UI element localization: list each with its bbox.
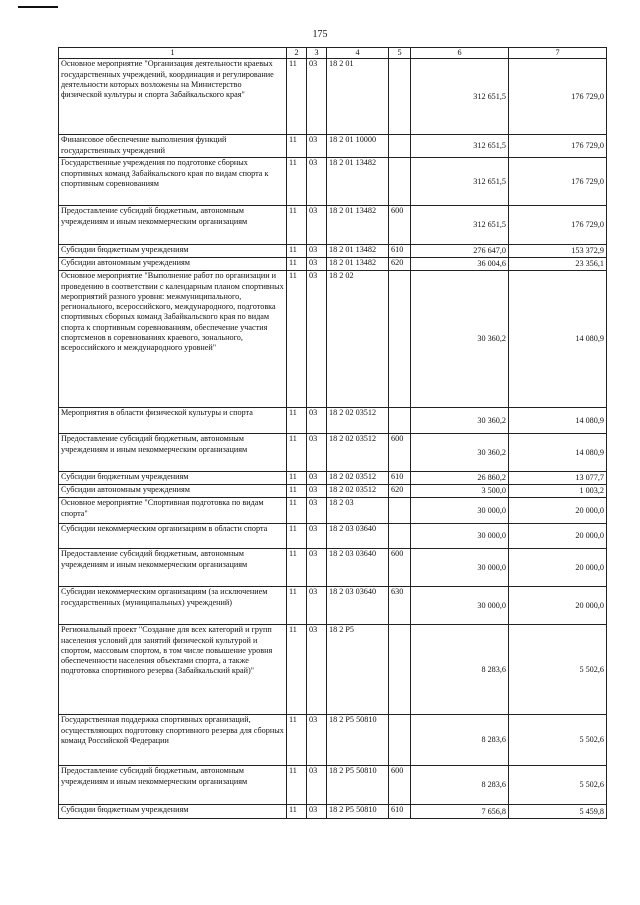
top-rule [18,6,58,8]
row-section: 11 [287,59,307,135]
table-row [59,135,607,158]
row-amount-col7: 14 080,9 [509,271,607,408]
row-name: Мероприятия в области физической культуры и спорта [59,408,287,434]
table-row [59,408,607,434]
row-target-article: 18 2 P5 [327,625,389,715]
row-subsection: 03 [307,271,327,408]
row-amount-col6: 30 360,2 [411,271,509,408]
row-expense-type [389,498,411,524]
row-section: 11 [287,498,307,524]
row-expense-type [389,524,411,549]
row-target-article: 18 2 01 13482 [327,258,389,271]
row-target-article: 18 2 01 13482 [327,245,389,258]
row-subsection: 03 [307,472,327,485]
row-section: 11 [287,158,307,206]
row-section: 11 [287,472,307,485]
row-name: Субсидии бюджетным учреждениям [59,472,287,485]
row-target-article: 18 2 02 03512 [327,472,389,485]
row-target-article: 18 2 P5 50810 [327,715,389,766]
column-header: 3 [307,48,327,59]
row-amount-col6: 30 000,0 [411,498,509,524]
row-subsection: 03 [307,485,327,498]
row-name: Предоставление субсидий бюджетным, автономным учреждениям и иным некоммерческим организациям [59,206,287,245]
row-section: 11 [287,271,307,408]
row-target-article: 18 2 02 03512 [327,408,389,434]
row-amount-col6: 26 860,2 [411,472,509,485]
row-name: Финансовое обеспечение выполнения функций государственных учреждений [59,135,287,158]
row-amount-col6: 30 360,2 [411,408,509,434]
row-amount-col6: 312 651,5 [411,158,509,206]
row-section: 11 [287,587,307,625]
column-header: 1 [59,48,287,59]
row-name: Региональный проект "Создание для всех категорий и групп населения условий для занятий физической культурой и спортом, массовым спортом, в том числе повышение уровня обеспеченности населения объектами спорта, а также подготовка спортивного резерва (Забайкальский край)" [59,625,287,715]
row-amount-col6: 3 500,0 [411,485,509,498]
row-name: Субсидии бюджетным учреждениям [59,805,287,819]
row-section: 11 [287,625,307,715]
row-amount-col6: 36 004,6 [411,258,509,271]
row-amount-col7: 153 372,9 [509,245,607,258]
row-amount-col6: 8 283,6 [411,715,509,766]
row-amount-col6: 30 360,2 [411,434,509,472]
row-amount-col7: 176 729,0 [509,158,607,206]
row-amount-col7: 176 729,0 [509,206,607,245]
row-amount-col7: 5 459,8 [509,805,607,819]
row-expense-type [389,135,411,158]
row-amount-col6: 312 651,5 [411,59,509,135]
row-expense-type [389,59,411,135]
row-expense-type [389,271,411,408]
row-amount-col6: 30 000,0 [411,587,509,625]
table-row [59,805,607,819]
row-subsection: 03 [307,498,327,524]
table-row [59,524,607,549]
table-row [59,766,607,805]
row-section: 11 [287,485,307,498]
row-amount-col7: 13 077,7 [509,472,607,485]
row-subsection: 03 [307,805,327,819]
row-amount-col7: 5 502,6 [509,715,607,766]
row-amount-col7: 176 729,0 [509,135,607,158]
row-subsection: 03 [307,549,327,587]
row-subsection: 03 [307,158,327,206]
row-amount-col6: 30 000,0 [411,549,509,587]
row-name: Основное мероприятие "Организация деятельности краевых государственных учреждений, координация и регулирование деятельности которых возложены на Министерство физической культуры и спорта Забайкальского края" [59,59,287,135]
header-row [59,48,607,59]
row-target-article: 18 2 02 [327,271,389,408]
row-amount-col7: 176 729,0 [509,59,607,135]
row-section: 11 [287,434,307,472]
table-row [59,715,607,766]
row-name: Субсидии автономным учреждениям [59,258,287,271]
row-amount-col7: 5 502,6 [509,766,607,805]
row-target-article: 18 2 02 03512 [327,434,389,472]
row-subsection: 03 [307,59,327,135]
table-row [59,587,607,625]
row-target-article: 18 2 P5 50810 [327,766,389,805]
row-target-article: 18 2 01 13482 [327,206,389,245]
row-section: 11 [287,408,307,434]
column-header: 4 [327,48,389,59]
row-section: 11 [287,524,307,549]
row-target-article: 18 2 02 03512 [327,485,389,498]
row-amount-col7: 14 080,9 [509,408,607,434]
row-target-article: 18 2 P5 50810 [327,805,389,819]
row-expense-type: 600 [389,206,411,245]
row-subsection: 03 [307,766,327,805]
row-name: Субсидии бюджетным учреждениям [59,245,287,258]
row-section: 11 [287,135,307,158]
row-subsection: 03 [307,245,327,258]
row-expense-type: 620 [389,485,411,498]
row-amount-col7: 5 502,6 [509,625,607,715]
row-expense-type [389,625,411,715]
row-name: Предоставление субсидий бюджетным, автономным учреждениям и иным некоммерческим организациям [59,549,287,587]
table-row [59,549,607,587]
column-header: 7 [509,48,607,59]
row-amount-col6: 7 656,8 [411,805,509,819]
row-section: 11 [287,549,307,587]
table-row [59,59,607,135]
row-subsection: 03 [307,625,327,715]
row-subsection: 03 [307,715,327,766]
table-row [59,625,607,715]
row-expense-type: 610 [389,805,411,819]
row-name: Субсидии автономным учреждениям [59,485,287,498]
row-expense-type [389,715,411,766]
table-row [59,472,607,485]
table-row [59,158,607,206]
row-expense-type: 610 [389,472,411,485]
row-amount-col7: 20 000,0 [509,524,607,549]
budget-table [58,47,607,819]
row-name: Государственные учреждения по подготовке сборных спортивных команд Забайкальского края по видам спорта к спортивным соревнованиям [59,158,287,206]
row-name: Предоставление субсидий бюджетным, автономным учреждениям и иным некоммерческим организациям [59,766,287,805]
row-expense-type: 600 [389,549,411,587]
row-name: Субсидии некоммерческим организациям в области спорта [59,524,287,549]
row-expense-type [389,408,411,434]
table-row [59,485,607,498]
row-amount-col7: 20 000,0 [509,587,607,625]
table-row [59,498,607,524]
row-section: 11 [287,245,307,258]
row-name: Государственная поддержка спортивных организаций, осуществляющих подготовку спортивного резерва для сборных команд Российской Федерации [59,715,287,766]
row-name: Субсидии некоммерческим организациям (за исключением государственных (муниципальных) учреждений) [59,587,287,625]
row-target-article: 18 2 03 03640 [327,549,389,587]
row-section: 11 [287,766,307,805]
row-amount-col7: 20 000,0 [509,498,607,524]
row-target-article: 18 2 01 [327,59,389,135]
row-expense-type: 600 [389,434,411,472]
row-subsection: 03 [307,206,327,245]
row-amount-col7: 20 000,0 [509,549,607,587]
row-amount-col7: 23 356,1 [509,258,607,271]
row-amount-col6: 276 647,0 [411,245,509,258]
row-subsection: 03 [307,587,327,625]
row-amount-col6: 312 651,5 [411,135,509,158]
row-target-article: 18 2 01 10000 [327,135,389,158]
row-expense-type: 620 [389,258,411,271]
row-target-article: 18 2 03 03640 [327,524,389,549]
row-target-article: 18 2 03 03640 [327,587,389,625]
row-subsection: 03 [307,524,327,549]
page-number: 175 [312,29,328,40]
row-name: Предоставление субсидий бюджетным, автономным учреждениям и иным некоммерческим организациям [59,434,287,472]
row-subsection: 03 [307,434,327,472]
row-subsection: 03 [307,135,327,158]
row-expense-type: 630 [389,587,411,625]
row-subsection: 03 [307,408,327,434]
row-amount-col6: 8 283,6 [411,766,509,805]
column-header: 2 [287,48,307,59]
row-section: 11 [287,206,307,245]
table-row [59,206,607,245]
table-row [59,271,607,408]
table-row [59,245,607,258]
row-expense-type [389,158,411,206]
row-target-article: 18 2 01 13482 [327,158,389,206]
table-row [59,434,607,472]
row-section: 11 [287,805,307,819]
row-subsection: 03 [307,258,327,271]
row-section: 11 [287,715,307,766]
table-row [59,258,607,271]
row-amount-col7: 14 080,9 [509,434,607,472]
row-amount-col7: 1 003,2 [509,485,607,498]
row-name: Основное мероприятие "Выполнение работ по организации и проведению в соответствии с календарным планом спортивных мероприятий разного уровня: межмуниципального, регионального, всероссийского, международного, подготовка спортивных сборных команд Забайкальского края по видам спорта к спортивным соревнованиям, обеспечение участия спортсменов в соревнованиях краевого, зонального, всероссийского и международного уровней" [59,271,287,408]
row-amount-col6: 312 651,5 [411,206,509,245]
row-name: Основное мероприятие "Спортивная подготовка по видам спорта" [59,498,287,524]
row-amount-col6: 30 000,0 [411,524,509,549]
row-expense-type: 600 [389,766,411,805]
row-section: 11 [287,258,307,271]
column-header: 5 [389,48,411,59]
row-target-article: 18 2 03 [327,498,389,524]
row-amount-col6: 8 283,6 [411,625,509,715]
row-expense-type: 610 [389,245,411,258]
column-header: 6 [411,48,509,59]
